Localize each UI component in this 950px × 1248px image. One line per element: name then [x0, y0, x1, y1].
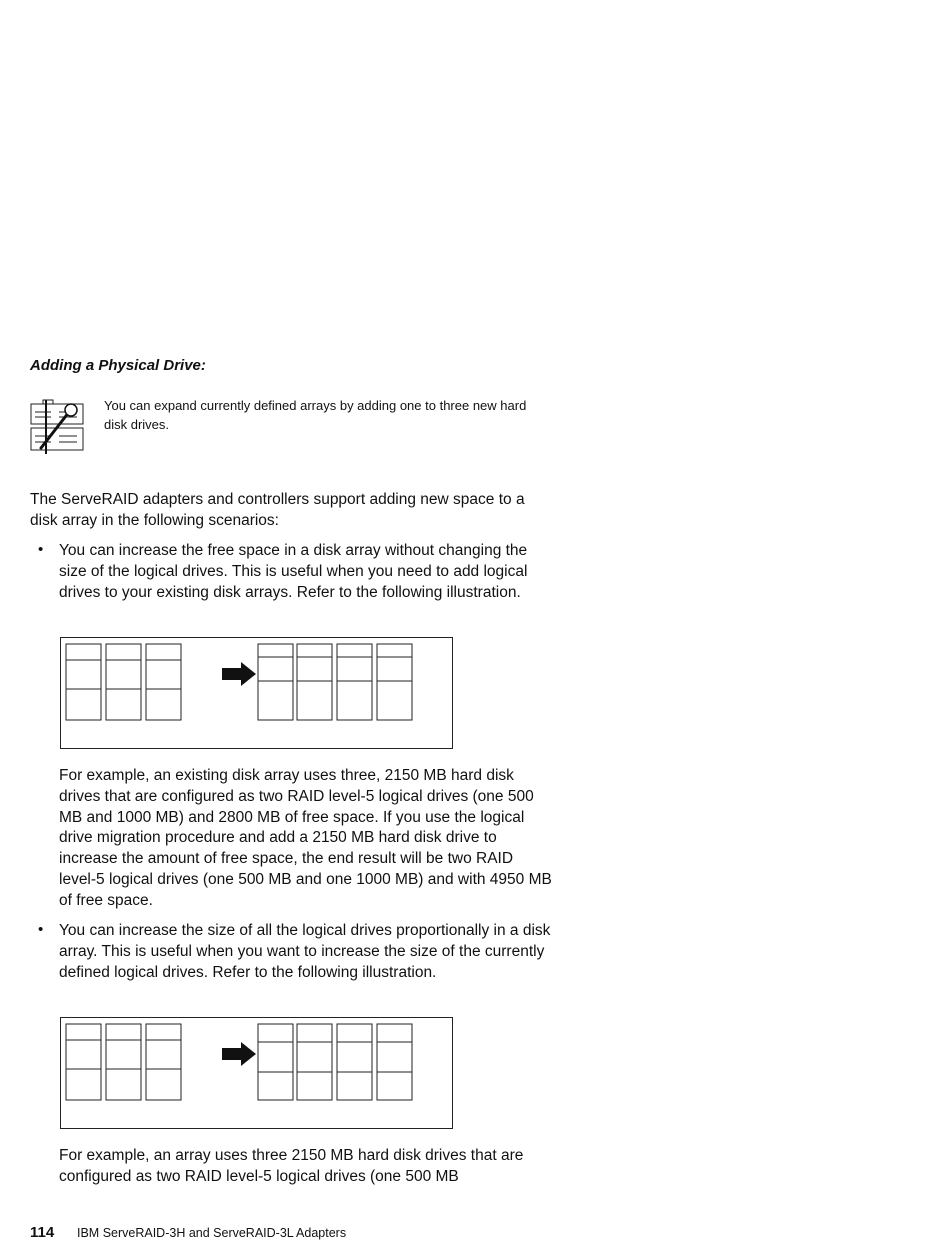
disk-drive-after [337, 644, 372, 720]
disk-drive-before [106, 1024, 141, 1100]
disk-drive-after [297, 644, 332, 720]
disk-drive-before [146, 644, 181, 720]
right-arrow-icon [222, 1042, 256, 1066]
example-paragraph: For example, an array uses three 2150 MB hard disk drives that are configured as two RAID level-5 logical drives (one 500 MB [59, 1147, 524, 1185]
disk-drive-after [377, 644, 412, 720]
disk-drive-before [66, 644, 101, 720]
figure-proportional-expansion [60, 1017, 453, 1129]
disk-drive-before [106, 644, 141, 720]
disk-drive-after [258, 1024, 293, 1100]
example-paragraph: For example, an existing disk array uses three, 2150 MB hard disk drives that are configured as two RAID level-5 logical drives (one 500 MB and 1000 MB) and 2800 MB of free space. If you use the logical drive migration procedure and add a 2150 MB hard disk drive to increase the amount of free space, the end result will be two RAID level-5 logical drives (one 500 MB and one 1000 MB) and with 4950 MB of free space. [59, 767, 552, 909]
disk-drive-after [377, 1024, 412, 1100]
bullet-marker: • [38, 541, 44, 558]
note-text: You can expand currently defined arrays by adding one to three new hard disk drives. [104, 398, 527, 432]
intro-paragraph: The ServeRAID adapters and controllers support adding new space to a disk array in the following scenarios: [30, 491, 525, 529]
disk-drive-after [297, 1024, 332, 1100]
footer-title: IBM ServeRAID-3H and ServeRAID-3L Adapters [77, 1226, 347, 1240]
disk-drive-before [66, 1024, 101, 1100]
page-number: 114 [30, 1224, 55, 1241]
figure-free-space-expansion [60, 637, 453, 749]
bullet-text: You can increase the free space in a disk array without changing the size of the logical drives. This is useful when you need to add logical drives to your existing disk arrays. Refer to the following illustration. [59, 542, 528, 601]
disk-drives-with-wrench-icon [29, 398, 87, 456]
disk-drive-after [258, 644, 293, 720]
disk-drive-after [337, 1024, 372, 1100]
disk-drive-before [146, 1024, 181, 1100]
section-heading: Adding a Physical Drive: [30, 357, 206, 374]
bullet-text: You can increase the size of all the logical drives proportionally in a disk array. This is useful when you want to increase the size of the currently defined logical drives. Refer to the following illustration. [59, 922, 551, 981]
right-arrow-icon [222, 662, 256, 686]
bullet-marker: • [38, 921, 44, 938]
